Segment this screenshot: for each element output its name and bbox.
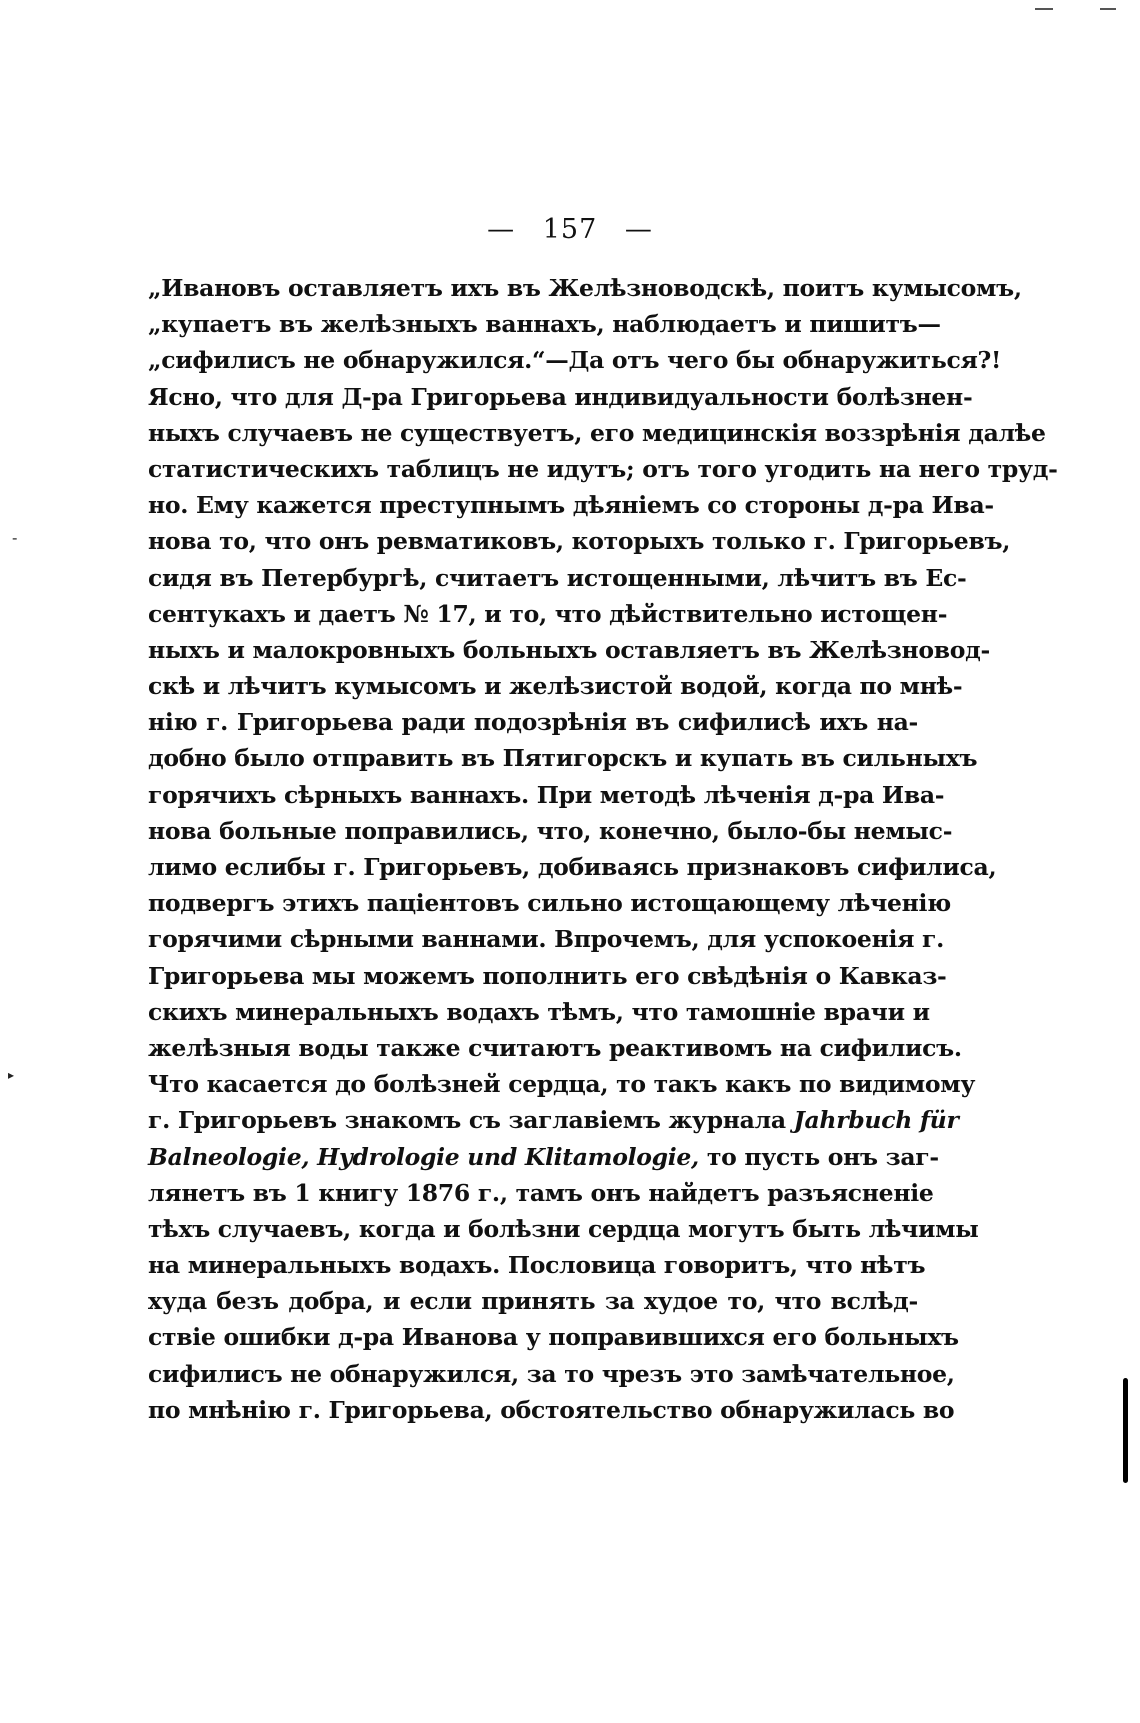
journal-line-suffix: то пусть онъ заг- [706,1142,939,1171]
text-line: статистическихъ таблицъ не идутъ; отъ того угодить на него труд- [148,454,1058,483]
page-number: 157 [542,214,598,245]
journal-title-part-2: Balneologie, Hydrologie und Klitamologie, [148,1142,699,1171]
text-line: лянетъ въ 1 книгу 1876 г., тамъ онъ найдетъ разъясненіе [148,1178,934,1207]
scan-mark-top-right-2 [1100,8,1116,10]
text-line: „Ивановъ оставляетъ ихъ въ Желѣзноводскѣ, поитъ кумысомъ, [148,274,1022,302]
text-line: тѣхъ случаевъ, когда и болѣзни сердца могутъ быть лѣчимы [148,1214,979,1243]
text-line: по мнѣнію г. Григорьева, обстоятельство обнаружилась во [148,1395,955,1424]
text-line: горячими сѣрными ваннами. Впрочемъ, для успокоенія г. [148,925,945,954]
margin-arrow-icon: ▸ [8,1068,15,1082]
scan-mark-top-right-1 [1035,8,1053,10]
text-line-journal [148,1102,959,1138]
text-line: добно было отправить въ Пятигорскъ и купать въ сильныхъ [148,744,978,773]
journal-title-part-1: Jahrbuch für [793,1106,959,1135]
text-line: сифилисъ не обнаружился, за то чрезъ это замѣчательное, [148,1359,955,1388]
text-line: скихъ минеральныхъ водахъ тѣмъ, что тамошніе врачи и [148,997,930,1026]
text-line: скѣ и лѣчитъ кумысомъ и желѣзистой водой, когда по мнѣ- [148,672,963,701]
text-line: на минеральныхъ водахъ. Пословица говоритъ, что нѣтъ [148,1251,926,1280]
text-line: подвергъ этихъ паціентовъ сильно истощающему лѣченію [148,889,951,918]
body-text [148,270,1058,1428]
text-line: лимо еслибы г. Григорьевъ, добиваясь признаковъ сифилиса, [148,853,997,881]
text-line: сентукахъ и даетъ № 17, и то, что дѣйствительно истощен- [148,599,948,628]
text-line: ныхъ и малокровныхъ больныхъ оставляетъ въ Желѣзновод- [148,635,990,664]
text-line: Что касается до болѣзней сердца, то такъ какъ по видимому [148,1070,976,1099]
text-line: „сифилисъ не обнаружился.“—Да отъ чего бы обнаружиться?! [148,346,1002,375]
text-line: худа безъ добра, и если принять за худое то, что вслѣд- [148,1287,918,1316]
text-line: Григорьева мы можемъ пополнить его свѣдѣнія о Кавказ- [148,961,947,990]
margin-dash-mark: - [12,528,18,547]
text-line: но. Ему кажется преступнымъ дѣяніемъ со стороны д-ра Ива- [148,491,994,520]
page-number-dash-left: — [487,214,516,245]
text-line: желѣзныя воды также считаютъ реактивомъ на сифилисъ. [148,1033,962,1062]
page-number-dash-right: — [624,214,653,245]
text-line: ствіе ошибки д-ра Иванова у поправившихся его больныхъ [148,1323,959,1352]
text-line: нова то, что онъ ревматиковъ, которыхъ только г. Григорьевъ, [148,527,1011,556]
text-line: „купаетъ въ желѣзныхъ ваннахъ, наблюдаетъ и пишитъ— [148,310,941,339]
text-line: нова больные поправились, что, конечно, было-бы немыс- [148,816,953,845]
scan-edge-shadow [1123,1378,1128,1483]
text-line: сидя въ Петербургѣ, считаетъ истощенными, лѣчитъ въ Ес- [148,563,967,592]
journal-line-prefix: г. Григорьевъ знакомъ съ заглавіемъ журнала [148,1106,786,1135]
text-line: нію г. Григорьева ради подозрѣнія въ сифилисѣ ихъ на- [148,708,918,737]
text-line-journal-2 [148,1139,939,1175]
text-line: ныхъ случаевъ не существуетъ, его медицинскія воззрѣнія далѣе [148,418,1046,447]
page-number-header [0,214,1140,245]
text-line: Ясно, что для Д-ра Григорьева индивидуальности болѣзнен- [148,382,973,411]
text-line: горячихъ сѣрныхъ ваннахъ. При методѣ лѣченія д-ра Ива- [148,780,945,809]
